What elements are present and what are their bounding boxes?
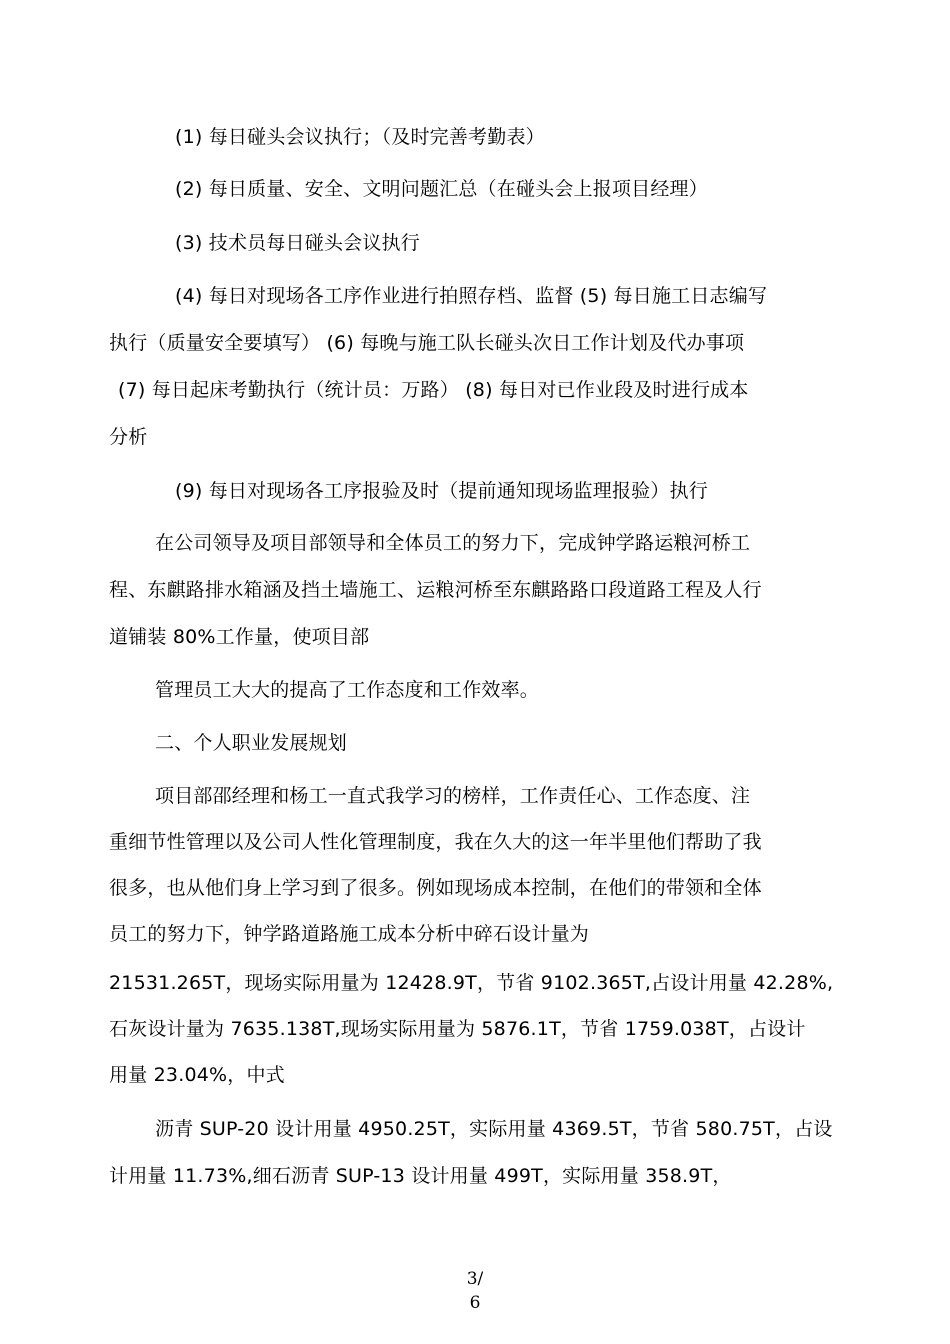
text-line: 执行（质量安全要填写） (6) 每晚与施工队长碰头次日工作计划及代办事项 — [109, 332, 745, 354]
text-line: (9) 每日对现场各工序报验及时（提前通知现场监理报验）执行 — [175, 480, 708, 502]
text-line: 员工的努力下，钟学路道路施工成本分析中碎石设计量为 — [109, 923, 590, 945]
text-line: 管理员工大大的提高了工作态度和工作效率。 — [155, 679, 540, 701]
text-line: 程、东麒路排水箱涵及挡土墙施工、运粮河桥至东麒路路口段道路工程及人行 — [109, 579, 762, 601]
text-line: 在公司领导及项目部领导和全体员工的努力下，完成钟学路运粮河桥工 — [155, 532, 751, 554]
page-number-top: 3/ — [466, 1269, 484, 1289]
text-line: 项目部邵经理和杨工一直式我学习的榜样，工作责任心、工作态度、注 — [155, 785, 751, 807]
text-line: 用量 23.04%，中式 — [109, 1064, 285, 1086]
text-line: (4) 每日对现场各工序作业进行拍照存档、监督 (5) 每日施工日志编写 — [175, 285, 768, 307]
text-line: (7) 每日起床考勤执行（统计员：万路） (8) 每日对已作业段及时进行成本 — [118, 379, 749, 401]
text-line: 道铺装 80%工作量，使项目部 — [109, 626, 370, 648]
text-line: 很多，也从他们身上学习到了很多。例如现场成本控制，在他们的带领和全体 — [109, 877, 762, 899]
text-line: 重细节性管理以及公司人性化管理制度，我在久大的这一年半里他们帮助了我 — [109, 831, 762, 853]
text-line: (2) 每日质量、安全、文明问题汇总（在碰头会上报项目经理） — [175, 178, 708, 200]
section-heading: 二、个人职业发展规划 — [155, 732, 348, 754]
text-line: 分析 — [109, 426, 148, 448]
text-line: 沥青 SUP-20 设计用量 4950.25T，实际用量 4369.5T，节省 580.75T，占设 — [155, 1118, 833, 1140]
text-line: 21531.265T，现场实际用量为 12428.9T，节省 9102.365T,占设计用量 42.28%, — [109, 972, 834, 994]
text-line: 石灰设计量为 7635.138T,现场实际用量为 5876.1T，节省 1759.038T，占设计 — [109, 1018, 806, 1040]
text-line: (1) 每日碰头会议执行；（及时完善考勤表） — [175, 126, 545, 148]
text-line: 计用量 11.73%,细石沥青 SUP-13 设计用量 499T，实际用量 358.9T， — [109, 1165, 732, 1187]
page-number-bottom: 6 — [469, 1293, 481, 1313]
text-line: (3) 技术员每日碰头会议执行 — [175, 232, 420, 254]
